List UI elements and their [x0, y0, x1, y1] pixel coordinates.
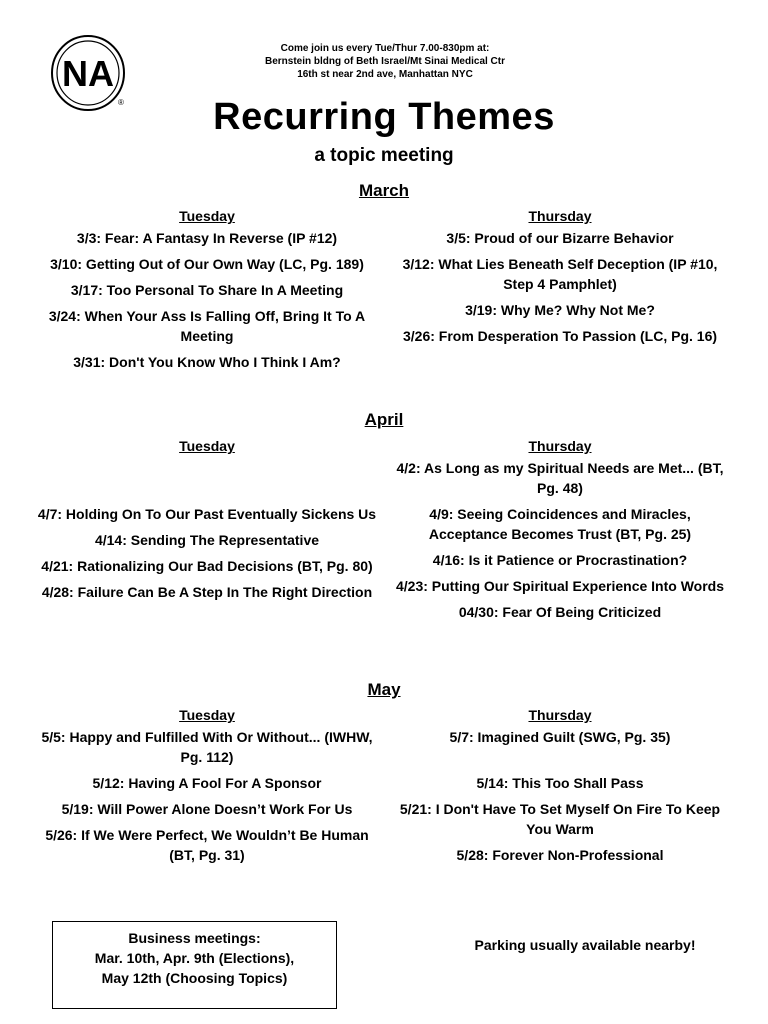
topic-item: 4/23: Putting Our Spiritual Experience Into Words	[395, 578, 724, 594]
meeting-info	[200, 42, 570, 81]
parking-note: Parking usually available nearby!	[474, 937, 696, 953]
topic-item: 4/28: Failure Can Be A Step In The Right Direction	[41, 584, 373, 600]
meeting-location: Bernstein bldng of Beth Israel/Mt Sinai Medical Ctr	[264, 56, 506, 67]
day-heading: Thursday	[528, 438, 592, 454]
topic-item: 4/9: Seeing Coincidences and Miracles, Acceptance Becomes Trust (BT, Pg. 25)	[428, 506, 692, 542]
topic-item: 3/12: What Lies Beneath Self Deception (IP #10, Step 4 Pamphlet)	[402, 256, 718, 292]
month-heading-may: May	[367, 680, 401, 699]
topic-item: 4/14: Sending The Representative	[94, 532, 320, 548]
may-thursday-column	[390, 705, 730, 871]
topic-item: 3/26: From Desperation To Passion (LC, Pg. 16)	[402, 328, 718, 344]
month-heading-april: April	[364, 410, 404, 429]
page-subtitle: a topic meeting	[314, 145, 454, 166]
topic-item: 5/19: Will Power Alone Doesn’t Work For Us	[61, 801, 353, 817]
topic-item: 5/21: I Don't Have To Set Myself On Fire To Keep You Warm	[399, 801, 721, 837]
topic-item: 5/5: Happy and Fulfilled With Or Without... (IWHW, Pg. 112)	[41, 729, 373, 765]
april-thursday-column	[390, 436, 730, 628]
month-heading-march: March	[358, 181, 410, 200]
business-heading: Business meetings:	[128, 930, 261, 946]
topic-item: 3/19: Why Me? Why Not Me?	[465, 302, 655, 318]
may-tuesday-column	[37, 705, 377, 871]
day-heading: Tuesday	[179, 208, 235, 224]
topic-item: 3/3: Fear: A Fantasy In Reverse (IP #12)	[76, 230, 338, 246]
business-may: May 12th (Choosing Topics)	[101, 970, 288, 986]
topic-item: 4/7: Holding On To Our Past Eventually Sickens Us	[37, 506, 377, 522]
topic-item: 3/31: Don't You Know Who I Think I Am?	[73, 354, 341, 370]
business-meetings-box	[52, 921, 337, 1009]
topic-item: 5/28: Forever Non-Professional	[456, 847, 664, 863]
topic-item: 3/5: Proud of our Bizarre Behavior	[446, 230, 674, 246]
day-heading: Tuesday	[179, 438, 235, 454]
registered-mark: ®	[118, 98, 124, 107]
topic-item: 5/12: Having A Fool For A Sponsor	[92, 775, 322, 791]
topic-item: 4/21: Rationalizing Our Bad Decisions (BT, Pg. 80)	[41, 558, 373, 574]
march-thursday-column	[390, 206, 730, 352]
topic-item: 3/10: Getting Out of Our Own Way (LC, Pg. 189)	[50, 256, 364, 272]
meeting-schedule: Come join us every Tue/Thur 7.00-830pm at:	[280, 43, 490, 54]
topic-item: 5/26: If We Were Perfect, We Wouldn’t Be Human (BT, Pg. 31)	[45, 827, 369, 863]
topic-item: 3/24: When Your Ass Is Falling Off, Bring It To A Meeting	[48, 308, 366, 344]
topic-item: 4/2: As Long as my Spiritual Needs are Met... (BT, Pg. 48)	[396, 460, 724, 496]
april-tuesday-column	[37, 436, 377, 608]
topic-item: 5/14: This Too Shall Pass	[476, 775, 644, 791]
march-tuesday-column	[37, 206, 377, 378]
topic-item: 3/17: Too Personal To Share In A Meeting	[70, 282, 344, 298]
day-heading: Thursday	[528, 208, 592, 224]
page-title: Recurring Themes	[213, 96, 555, 138]
business-dates: Mar. 10th, Apr. 9th (Elections),	[94, 950, 295, 966]
meeting-address: 16th st near 2nd ave, Manhattan NYC	[297, 69, 473, 80]
topic-item: 04/30: Fear Of Being Criticized	[458, 604, 662, 620]
topic-item: 5/7: Imagined Guilt (SWG, Pg. 35)	[449, 729, 671, 745]
logo-letters: NA	[62, 53, 114, 94]
day-heading: Thursday	[528, 707, 592, 723]
topic-item: 4/16: Is it Patience or Procrastination?	[432, 552, 688, 568]
day-heading: Tuesday	[179, 707, 235, 723]
